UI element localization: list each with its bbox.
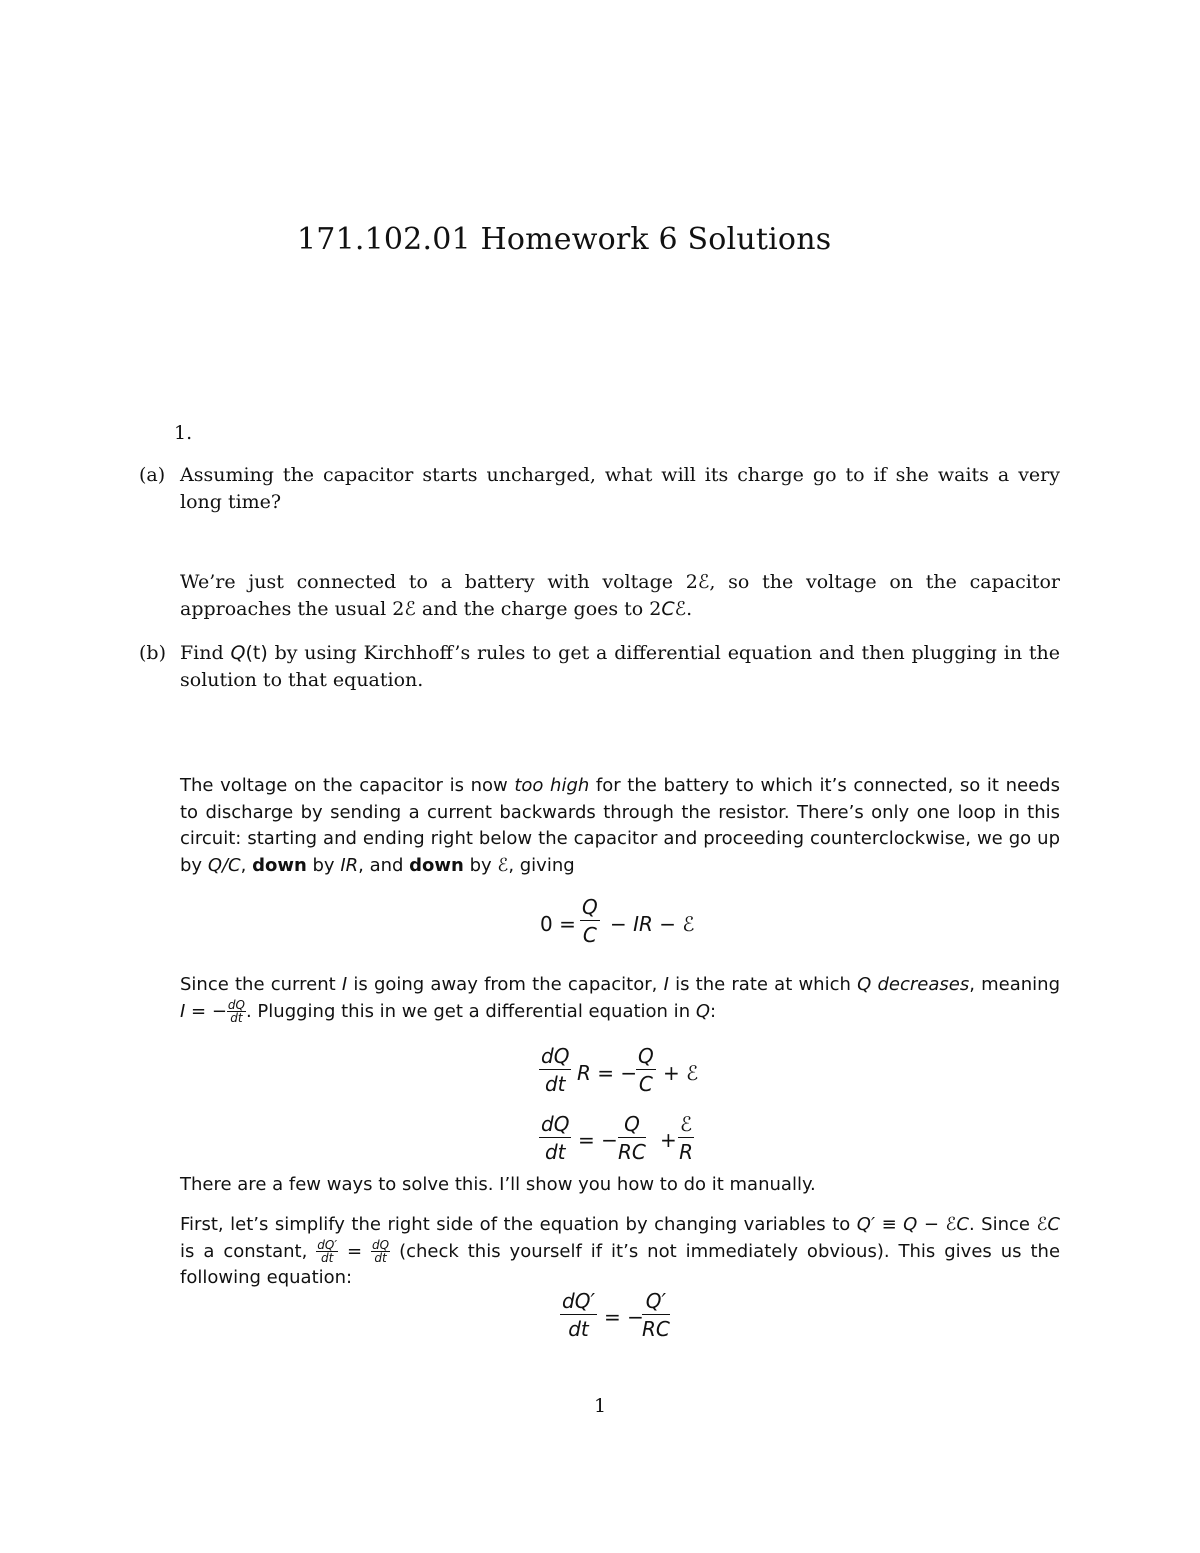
eq3-plus: + (660, 1128, 677, 1152)
eq2-rest: + ℰ (663, 1061, 699, 1085)
part-a-answer: We’re just connected to a battery with voltage 2ℰ, so the voltage on the capacitor approaches the usual 2ℰ and the charge goes to 2Cℰ. (180, 571, 1061, 620)
eq1-fraction: $\frac{Q}{C}$ (582, 895, 598, 947)
page-number: 1 (594, 1395, 607, 1417)
eq3-frac-e-r: ℰ R (679, 1112, 693, 1164)
eq4-frac-dqprime-dt: $\frac{dQ'}{dt}$ (562, 1289, 595, 1341)
problem-number: 1. (174, 422, 193, 444)
eq3-frac-dq-dt: $\frac{dQ}{dt}$ (541, 1112, 570, 1164)
eq4-mid: = − (604, 1305, 644, 1329)
inline-fraction-dq-dt: $\frac{dQ}{dt}$ (227, 998, 245, 1025)
part-a-question: Assuming the capacitor starts uncharged, what will its charge go to if she waits a very long time? (180, 464, 1060, 513)
part-b-label: (b) (139, 642, 166, 664)
eq3-mid: = − (578, 1128, 618, 1152)
eq2-frac-dq-dt: $\frac{dQ}{dt}$ (541, 1044, 570, 1096)
eq2-frac-q-c: $\frac{Q}{C}$ (638, 1044, 654, 1096)
paragraph-kirchhoff: The voltage on the capacitor is now too high for the battery to which it’s connected, so it needs to discharge by sending a current backwards through the resistor. There’s only one loop in this circuit: starting and ending right below the capacitor and proceeding counterclockwise, we go up by Q/C, down by IR, and down by ℰ, giving (180, 775, 1060, 876)
eq1-rest: − IR − ℰ (610, 912, 695, 936)
eq4-frac-qprime-rc: $\frac{Q'}{RC}$ (642, 1289, 670, 1341)
page-title: 171.102.01 Homework 6 Solutions (297, 222, 832, 257)
inline-fraction-dqprime-dt: $\frac{dQ'}{dt}$ (317, 1238, 338, 1265)
paragraph-solve-intro: There are a few ways to solve this. I’ll show you how to do it manually. (180, 1174, 816, 1195)
part-b-question: Find Q(t) by using Kirchhoff’s rules to get a differential equation and then plugging in the solution to that equation. (180, 642, 1061, 691)
paragraph-current: Since the current I is going away from the capacitor, I is the rate at which Q decreases, meaning I = − $\frac{dQ}{dt}$ . Plugging this in we get a differential equation in Q: (180, 974, 1061, 1025)
eq1-lhs: 0 = (540, 912, 576, 936)
part-a-label: (a) (139, 464, 166, 486)
inline-fraction-dq-dt-2: $\frac{dQ}{dt}$ (372, 1238, 390, 1265)
eq3-frac-q-rc: $\frac{Q}{RC}$ (618, 1112, 646, 1164)
paragraph-change-variables: First, let’s simplify the right side of the equation by changing variables to Q′ ≡ Q − ℰC. Since ℰC is a constant, $\frac{dQ'}{dt}$ = $\frac{dQ}{dt}$ (check this yourself if it’s not immediately obvious). This gives us the following equation: (180, 1214, 1061, 1288)
eq2-mid: R = − (577, 1061, 638, 1085)
